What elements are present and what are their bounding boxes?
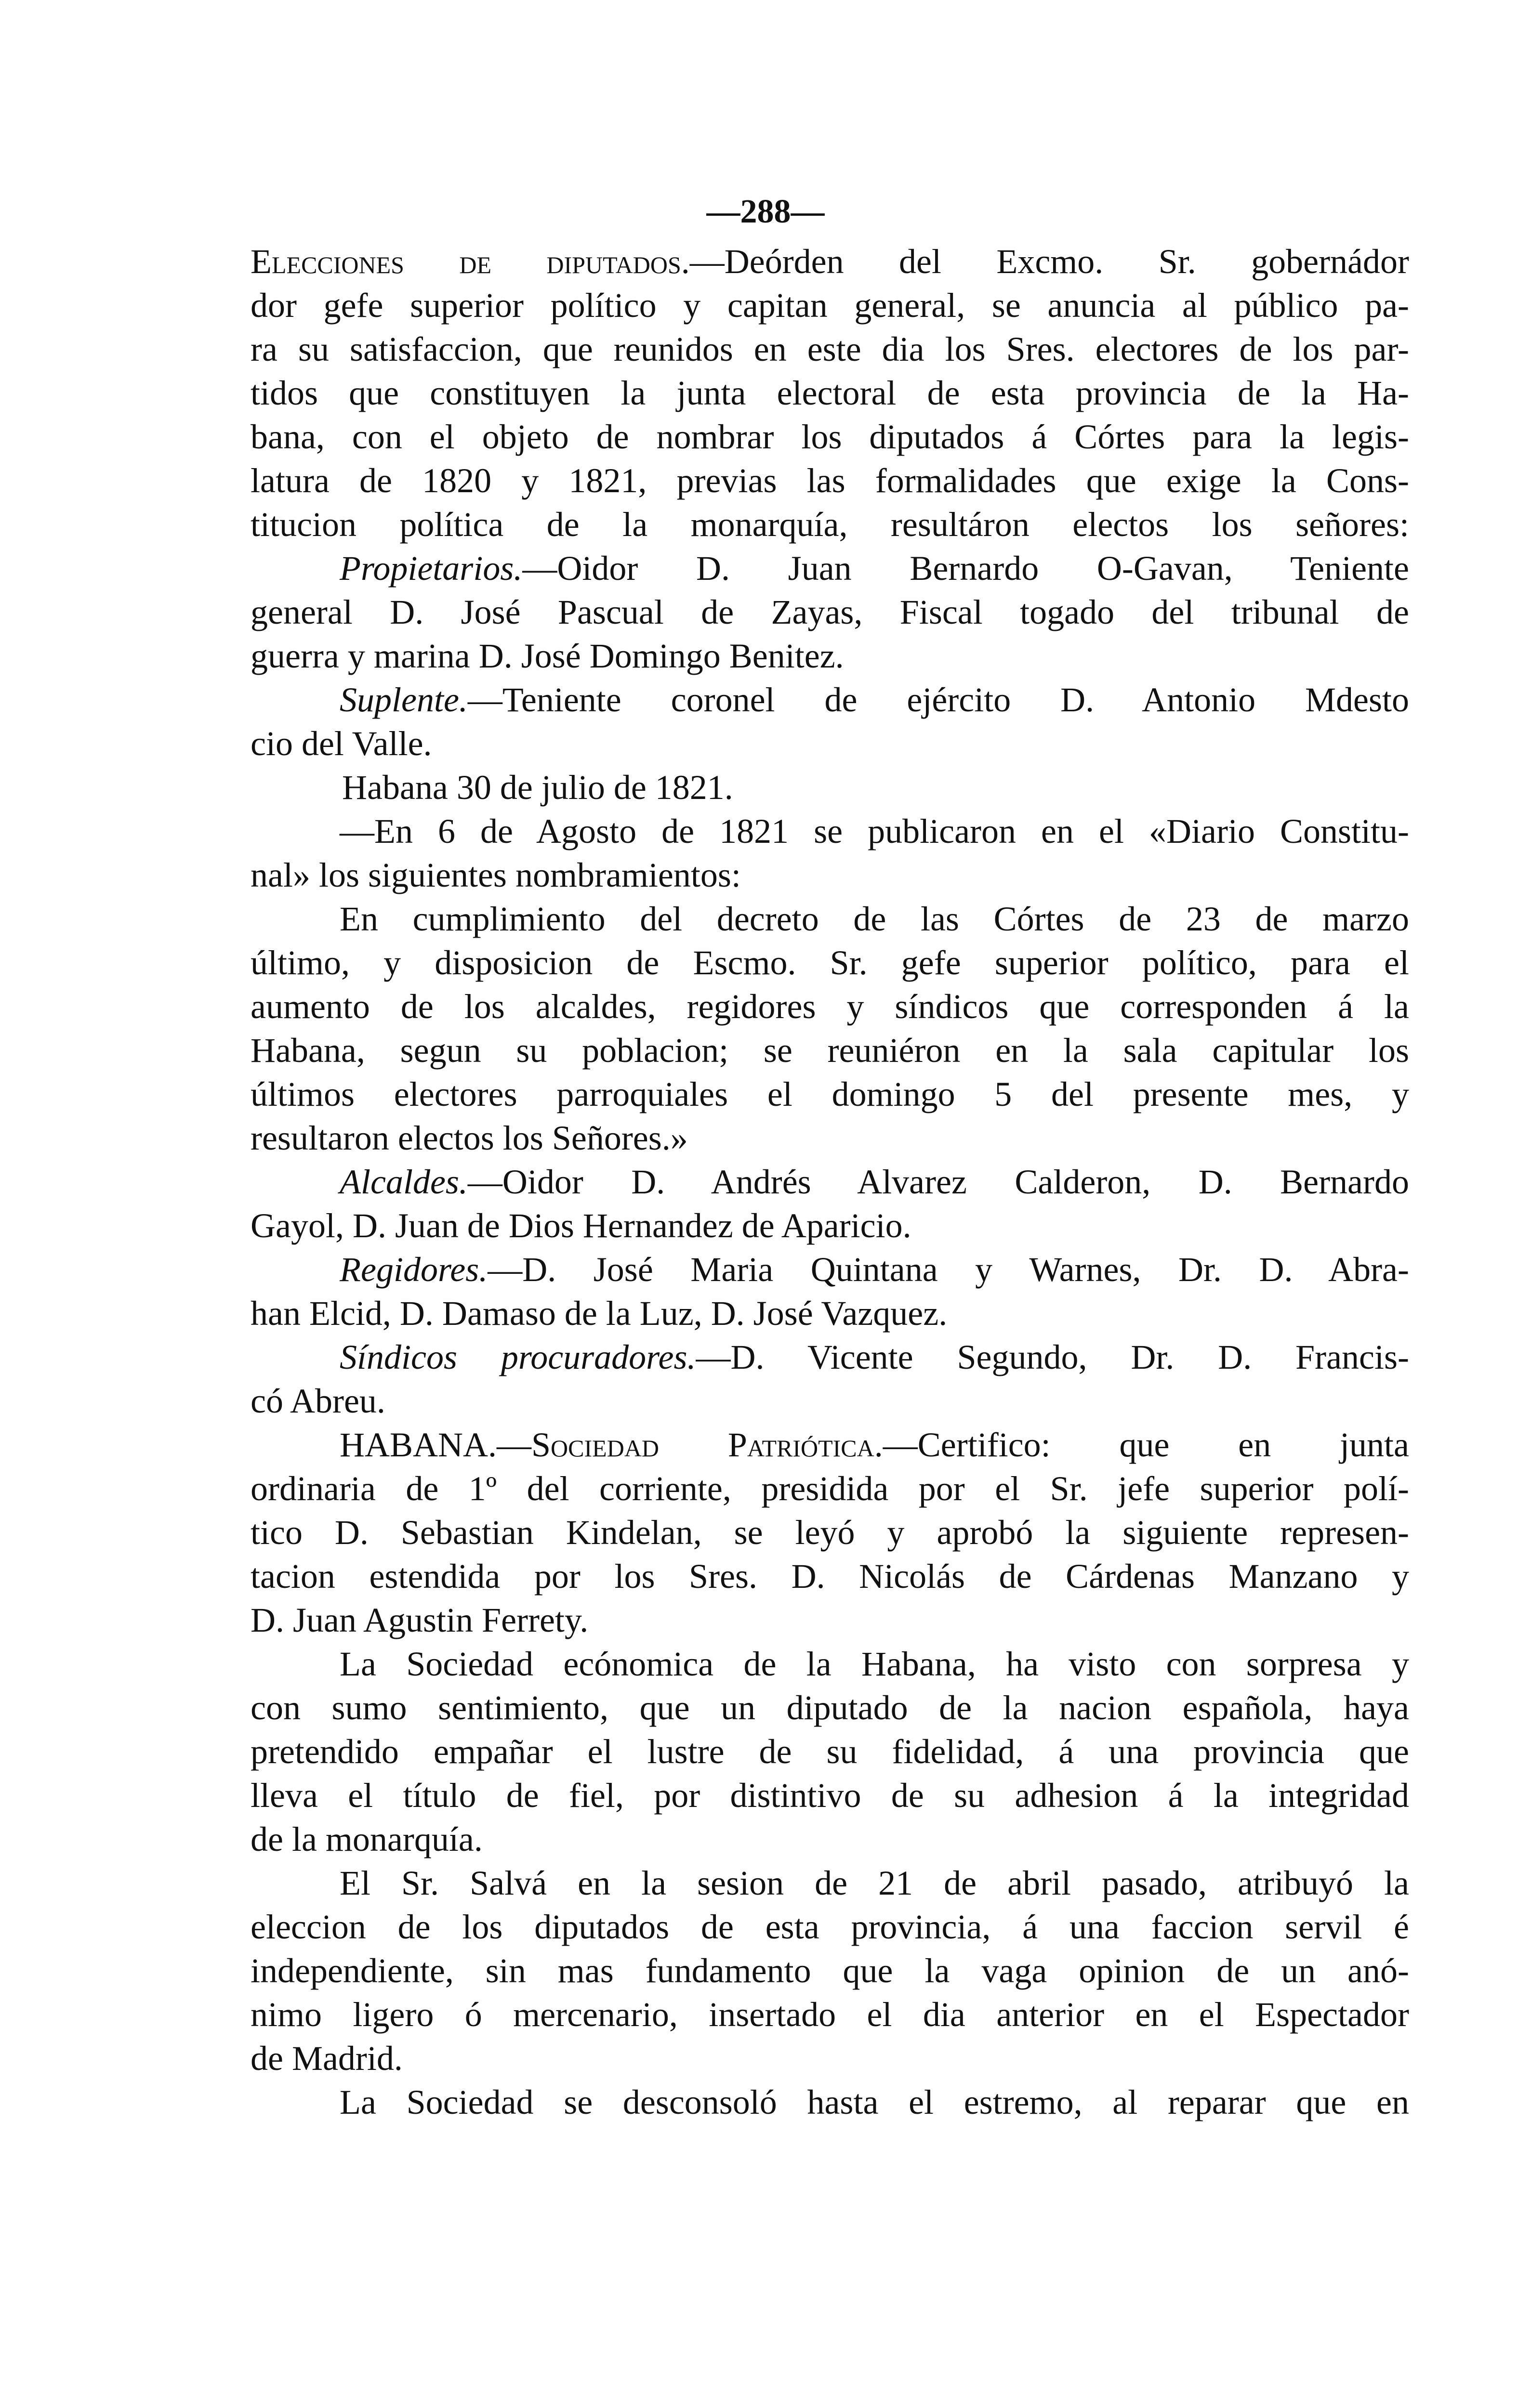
text-segment: cio del Valle. [251, 724, 432, 763]
text-line [251, 1774, 1409, 1818]
text-line [251, 1467, 1409, 1511]
text-line [251, 327, 1409, 371]
text-line [251, 547, 1409, 590]
text-segment: —Sociedad Patriótica. [497, 1426, 883, 1464]
text-segment: —D. José Maria Quintana y Warnes, Dr. D. Abra- [488, 1250, 1409, 1289]
text-segment: Elecciones de diputados. [251, 242, 690, 281]
text-segment: El Sr. Salvá en la sesion de 21 de abril pasado, atribuyó la [340, 1864, 1409, 1902]
text-segment: —En 6 de Agosto de 1821 se publicaron en el «Diario Constitu- [340, 812, 1409, 851]
text-segment: eleccion de los diputados de esta provincia, á una faccion servil é [251, 1908, 1409, 1946]
text-line [251, 985, 1409, 1029]
text-segment: tidos que constituyen la junta electoral de esta provincia de la Ha- [251, 374, 1409, 412]
text-line [251, 1204, 1409, 1248]
text-line [251, 1642, 1409, 1686]
text-line [251, 1160, 1409, 1204]
text-segment: lleva el título de fiel, por distintivo de su adhesion á la integridad [251, 1776, 1409, 1815]
text-segment: Habana 30 de julio de 1821. [342, 768, 733, 807]
text-segment: latura de 1820 y 1821, previas las formalidades que exige la Cons- [251, 461, 1409, 500]
text-line [251, 2037, 1409, 2081]
text-segment: Habana, segun su poblacion; se reuniéron en la sala capitular los [251, 1031, 1409, 1070]
text-segment: bana, con el objeto de nombrar los diputados á Córtes para la legis- [251, 418, 1409, 456]
text-segment: general D. José Pascual de Zayas, Fiscal togado del tribunal de [251, 593, 1409, 631]
text-segment: D. Juan Agustin Ferrety. [251, 1601, 589, 1639]
text-line [251, 1379, 1409, 1423]
text-line [251, 590, 1409, 634]
text-line [251, 1993, 1409, 2037]
text-line [251, 810, 1409, 853]
text-line [251, 1073, 1409, 1116]
text-line [251, 634, 1409, 678]
text-segment: últimos electores parroquiales el domingo 5 del presente mes, y [251, 1075, 1409, 1113]
text-segment: de la monarquía. [251, 1820, 483, 1858]
text-segment: ra su satisfaccion, que reunidos en este dia los Sres. electores de los par- [251, 330, 1409, 368]
text-line [251, 503, 1409, 547]
text-segment: Gayol, D. Juan de Dios Hernandez de Aparicio. [251, 1206, 911, 1245]
text-line [251, 722, 1409, 766]
text-segment: En cumplimiento del decreto de las Córtes de 23 de marzo [340, 900, 1409, 938]
text-segment: —Oidor D. Andrés Alvarez Calderon, D. Bernardo [467, 1163, 1409, 1201]
text-line [251, 1598, 1409, 1642]
text-line [251, 1905, 1409, 1949]
text-line [251, 284, 1409, 327]
page-body-text [251, 240, 1409, 2124]
text-segment: Síndicos procuradores. [340, 1338, 696, 1376]
text-line [251, 1861, 1409, 1905]
text-line [251, 240, 1409, 284]
text-segment: último, y disposicion de Escmo. Sr. gefe superior político, para el [251, 943, 1409, 982]
text-line [251, 1029, 1409, 1073]
text-segment: resultaron electos los Señores.» [251, 1119, 688, 1157]
text-segment: nimo ligero ó mercenario, insertado el dia anterior en el Espectador [251, 1995, 1409, 2034]
text-line [251, 459, 1409, 503]
text-segment: —Certifico: que en junta [883, 1426, 1409, 1464]
text-line [251, 678, 1409, 722]
text-line [251, 1335, 1409, 1379]
text-line [251, 1949, 1409, 1993]
text-line [251, 1730, 1409, 1774]
text-line [251, 853, 1409, 897]
text-segment: HABANA. [340, 1426, 497, 1464]
text-line [251, 1686, 1409, 1730]
text-segment: La Sociedad se desconsoló hasta el estremo, al reparar que en [340, 2083, 1409, 2121]
text-line [251, 1116, 1409, 1160]
text-segment: aumento de los alcaldes, regidores y síndicos que corresponden á la [251, 987, 1409, 1026]
text-segment: han Elcid, D. Damaso de la Luz, D. José Vazquez. [251, 1294, 948, 1333]
text-segment: de Madrid. [251, 2039, 403, 2078]
text-segment: —D. Vicente Segundo, Dr. D. Francis- [696, 1338, 1409, 1376]
text-line [251, 371, 1409, 415]
text-segment: có Abreu. [251, 1382, 385, 1420]
text-line [251, 415, 1409, 459]
text-line [251, 1423, 1409, 1467]
text-segment: titucion política de la monarquía, resultáron electos los señores: [251, 505, 1409, 544]
text-line [251, 897, 1409, 941]
text-segment: —Oidor D. Juan Bernardo O-Gavan, Teniente [522, 549, 1409, 588]
text-segment: Alcaldes. [340, 1163, 468, 1201]
text-segment: independiente, sin mas fundamento que la vaga opinion de un anó- [251, 1951, 1409, 1990]
text-segment: tacion estendida por los Sres. D. Nicolás de Cárdenas Manzano y [251, 1557, 1409, 1596]
text-line [251, 941, 1409, 985]
text-segment: pretendido empañar el lustre de su fidelidad, á una provincia que [251, 1732, 1409, 1771]
text-line [251, 766, 1409, 810]
text-line [251, 1555, 1409, 1598]
text-segment: tico D. Sebastian Kindelan, se leyó y aprobó la siguiente represen- [251, 1513, 1409, 1552]
text-line [251, 1511, 1409, 1555]
text-segment: nal» los siguientes nombramientos: [251, 856, 741, 894]
text-segment: —Teniente coronel de ejército D. Antonio Mdesto [467, 681, 1409, 719]
text-segment: guerra y marina D. José Domingo Benitez. [251, 637, 844, 675]
page-number: —288— [706, 193, 825, 230]
text-segment: La Sociedad ecónomica de la Habana, ha visto con sorpresa y [340, 1645, 1409, 1683]
text-segment: Propietarios. [340, 549, 523, 588]
text-line [251, 1292, 1409, 1335]
text-line [251, 1248, 1409, 1292]
text-line [251, 2081, 1409, 2124]
text-segment: con sumo sentimiento, que un diputado de la nacion española, haya [251, 1688, 1409, 1727]
text-line [251, 1818, 1409, 1861]
text-segment: dor gefe superior político y capitan general, se anuncia al público pa- [251, 286, 1409, 325]
text-segment: Suplente. [340, 681, 468, 719]
text-segment: ordinaria de 1º del corriente, presidida por el Sr. jefe superior polí- [251, 1469, 1409, 1508]
text-segment: —Deórden del Excmo. Sr. gobernádor [689, 242, 1409, 281]
text-segment: Regidores. [340, 1250, 488, 1289]
